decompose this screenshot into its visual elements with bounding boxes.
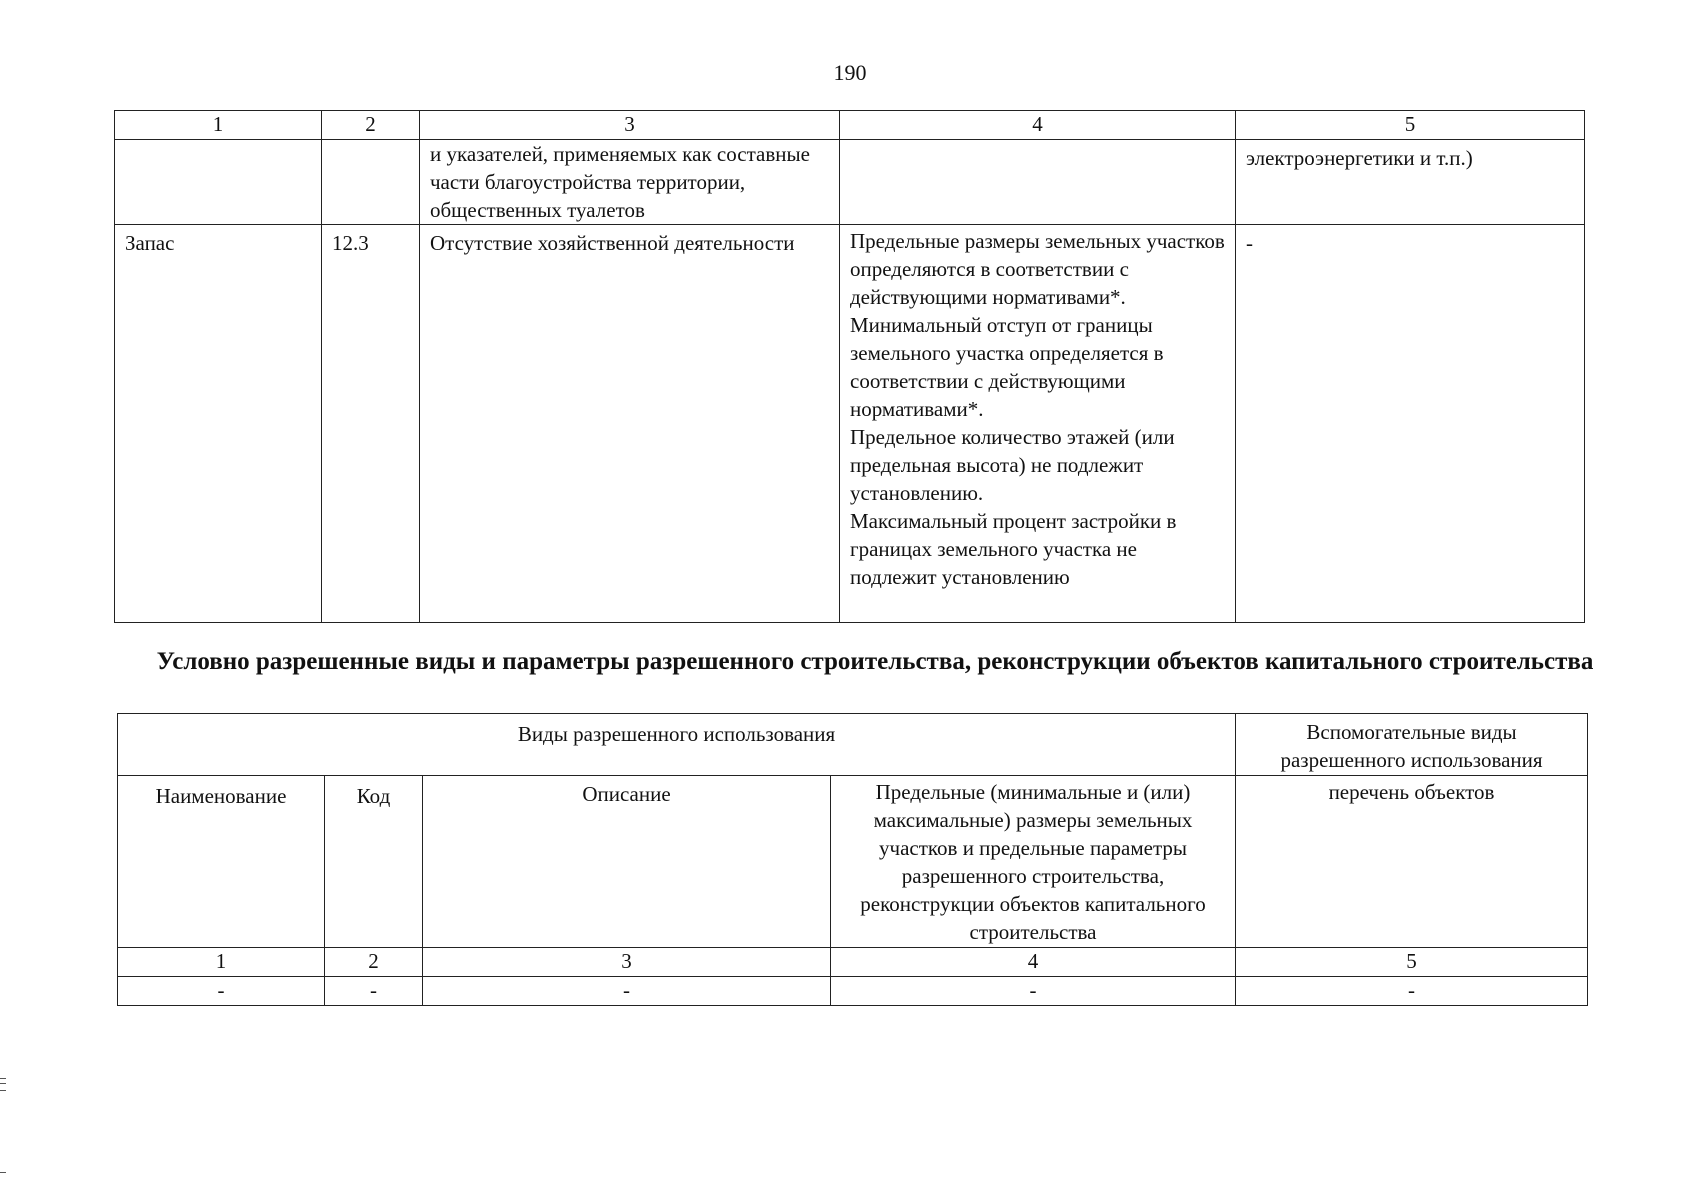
cell-parameters	[840, 225, 1236, 623]
parameter-paragraph: Предельные размеры земельных участков определяются в соответствии с действующими нормативами*.	[850, 229, 1225, 309]
group-header-aux: Вспомогательные виды разрешенного использования	[1236, 714, 1588, 776]
column-number: 2	[325, 948, 423, 977]
cell-parameters: -	[831, 977, 1236, 1006]
group-header-main: Виды разрешенного использования	[118, 714, 1236, 776]
column-number: 5	[1236, 111, 1585, 140]
section-heading: Условно разрешенные виды и параметры разрешенного строительства, реконструкции объектов капитального строительства	[156, 648, 1594, 675]
header-aux-list: перечень объектов	[1236, 776, 1588, 948]
parameter-paragraph: Минимальный отступ от границы земельного участка определяется в соответствии с действующими нормативами*.	[850, 313, 1164, 421]
cell-description: и указателей, применяемых как составные части благоустройства территории, общественных туалетов	[420, 140, 840, 225]
parameter-paragraph: Максимальный процент застройки в границах земельного участка не подлежит установлению	[850, 509, 1177, 589]
scan-artifact	[0, 1078, 6, 1079]
table-row-zapas	[115, 225, 1585, 623]
column-number: 3	[423, 948, 831, 977]
header-description: Описание	[423, 776, 831, 948]
column-number: 5	[1236, 948, 1588, 977]
cell-code	[322, 140, 420, 225]
header-code: Код	[325, 776, 423, 948]
column-number-row	[115, 111, 1585, 140]
table-row-continuation	[115, 140, 1585, 225]
cell-description: Отсутствие хозяйственной деятельности	[420, 225, 840, 623]
scan-artifact	[0, 1083, 6, 1084]
page-number: 190	[833, 60, 867, 85]
scan-artifact	[0, 1090, 6, 1091]
cell-parameters	[840, 140, 1236, 225]
column-number: 1	[115, 111, 322, 140]
column-number: 3	[420, 111, 840, 140]
cell-description: -	[423, 977, 831, 1006]
table-row-empty	[118, 977, 1588, 1006]
cell-auxiliary: электроэнергетики и т.п.)	[1236, 140, 1585, 225]
column-header-row	[118, 776, 1588, 948]
column-number: 4	[840, 111, 1236, 140]
cell-name: Запас	[115, 225, 322, 623]
column-number: 1	[118, 948, 325, 977]
column-number-row	[118, 948, 1588, 977]
scan-artifact	[0, 1172, 6, 1173]
header-name: Наименование	[118, 776, 325, 948]
column-number: 2	[322, 111, 420, 140]
header-parameters: Предельные (минимальные и (или) максимальные) размеры земельных участков и предельные параметры разрешенного строительства, реконструкции объектов капитального строительства	[831, 776, 1236, 948]
column-number: 4	[831, 948, 1236, 977]
cell-auxiliary: -	[1236, 977, 1588, 1006]
cell-auxiliary: -	[1236, 225, 1585, 623]
conditionally-permitted-uses-table	[117, 713, 1588, 1006]
cell-name	[115, 140, 322, 225]
group-header-row	[118, 714, 1588, 776]
cell-name: -	[118, 977, 325, 1006]
parameter-paragraph: Предельное количество этажей (или предельная высота) не подлежит установлению.	[850, 425, 1175, 505]
cell-code: 12.3	[322, 225, 420, 623]
permitted-uses-table-continued	[114, 110, 1585, 623]
cell-code: -	[325, 977, 423, 1006]
